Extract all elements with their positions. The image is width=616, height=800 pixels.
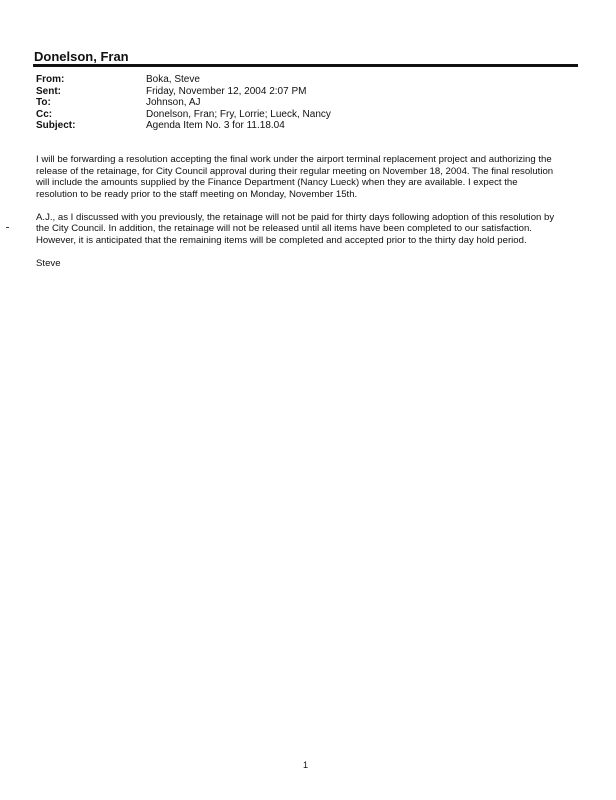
header-value: Donelson, Fran; Fry, Lorrie; Lueck, Nancy [146, 108, 331, 120]
header-value: Agenda Item No. 3 for 11.18.04 [146, 120, 285, 131]
header-value: Friday, November 12, 2004 2:07 PM [146, 85, 307, 97]
header-value: Boka, Steve [146, 74, 200, 85]
body-line: A.J., as I discussed with you previously, the retainage will not be paid for thirty days following adoption of this resolution by [36, 211, 555, 223]
header-label: Sent: [36, 85, 61, 97]
body-paragraph [36, 154, 586, 200]
body-paragraph [36, 212, 586, 247]
header-to [36, 97, 331, 109]
body-line: the City Council. In addition, the retainage will not be released until all items have been completed to our satisfaction. [36, 223, 532, 234]
mailbox-owner-title: Donelson, Fran [34, 49, 129, 64]
body-line: release of the retainage, for City Council approval during their regular meeting on November 18, 2004. The final resolution [36, 165, 554, 177]
signature-name: Steve [36, 257, 61, 269]
scan-mark [6, 227, 9, 228]
header-sent [36, 86, 331, 98]
header-label: Subject: [36, 120, 76, 131]
header-label: Cc: [36, 108, 53, 120]
body-line: resolution to be ready prior to the staff meeting on Monday, November 15th. [36, 188, 358, 200]
header-cc [36, 109, 331, 121]
header-value: Johnson, AJ [146, 97, 201, 108]
body-line: I will be forwarding a resolution accepting the final work under the airport terminal replacement project and authorizing the [36, 154, 552, 165]
email-headers [36, 74, 331, 132]
header-divider [33, 64, 578, 67]
page-number: 1 [303, 760, 309, 770]
email-body [36, 154, 586, 281]
signature [36, 258, 586, 270]
header-subject [36, 120, 331, 132]
body-line: will include the amounts supplied by the Finance Department (Nancy Lueck) when they are available. I expect the [36, 177, 518, 188]
header-label: To: [36, 97, 51, 108]
header-from [36, 74, 331, 86]
header-label: From: [36, 74, 65, 85]
body-line: However, it is anticipated that the remaining items will be completed and accepted prior to the thirty day hold period. [36, 234, 527, 246]
